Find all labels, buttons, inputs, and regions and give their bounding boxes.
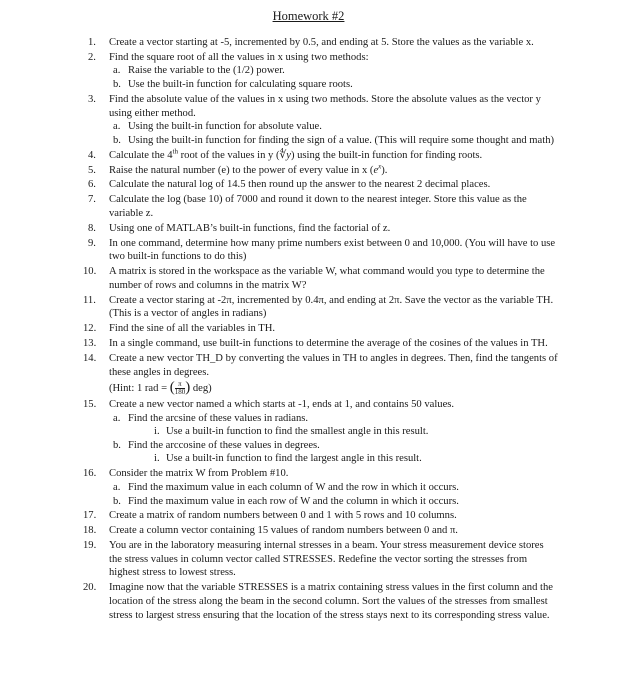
sub-text: Using the built-in function for absolute value.	[128, 121, 322, 133]
sub-label: b.	[113, 439, 121, 451]
sub-text: Use the built-in function for calculating square roots.	[128, 79, 353, 91]
sub-item	[113, 78, 558, 92]
sub-label: a.	[113, 121, 121, 133]
sub-item	[113, 481, 558, 495]
item-text: You are in the laboratory measuring internal stresses in a beam. Your stress measurement device stores the stress values in column vector called STRESSES. Redefine the vector sorting the stresses from highest stress to lowest stress.	[109, 540, 544, 579]
sub-item	[113, 495, 558, 509]
superscript: th	[172, 147, 178, 156]
sub-label: i.	[154, 453, 160, 465]
sub-label: b.	[113, 79, 121, 91]
sub-item	[113, 120, 558, 134]
sub-text: Using the built-in function for finding the sign of a value. (This will require some thought and math)	[128, 134, 555, 146]
text-part: Raise the natural number (e) to the power of every value in x (	[109, 164, 374, 176]
item-text: Create a new vector TH_D by converting the values in TH to angles in degrees. Then, find the tangents of these angles in degrees.	[109, 352, 558, 378]
list-item	[83, 322, 558, 336]
item-number: 9.	[88, 237, 96, 249]
fourth-root-symbol: ∜y	[279, 149, 291, 161]
fraction-numerator: π	[178, 380, 182, 389]
sub-item	[113, 64, 558, 78]
item-text: Consider the matrix W from Problem #10.	[109, 468, 289, 480]
sub-item	[113, 412, 558, 426]
fraction-denominator: 180	[174, 388, 186, 397]
item-number: 3.	[88, 93, 96, 105]
item-text: A matrix is stored in the workspace as the variable W, what command would you type to determine the number of rows and columns in the matrix W?	[109, 266, 545, 291]
fraction	[175, 381, 186, 396]
item-text	[109, 164, 558, 178]
text-part: ) using the built-in function for finding roots.	[290, 149, 483, 161]
list-item	[90, 149, 558, 163]
list-item	[83, 294, 558, 321]
list-item	[83, 524, 558, 538]
item-text: Calculate the log (base 10) of 7000 and round it down to the nearest integer. Store this value as the variable z.	[109, 194, 527, 219]
text-part: root of the values in y (	[178, 149, 280, 161]
item-text: In a single command, use built-in functions to determine the average of the cosines of the values in TH.	[109, 338, 548, 350]
item-number: 5.	[88, 164, 96, 176]
sub-label: b.	[113, 495, 121, 507]
item-number: 14.	[83, 352, 97, 364]
item-text: Calculate the natural log of 14.5 then round up the answer to the nearest 2 decimal places.	[109, 179, 491, 191]
item-number: 7.	[88, 194, 96, 206]
list-item	[83, 581, 558, 622]
item-number: 13.	[83, 338, 97, 350]
sub-item	[113, 439, 558, 453]
sub-sub-item	[154, 425, 558, 439]
sub-label: a.	[113, 481, 121, 493]
item-number: 19.	[83, 540, 97, 552]
sub-text: Find the maximum value in each row of W and the column in which it occurs.	[128, 495, 459, 507]
list-item	[90, 93, 558, 147]
item-text: Create a vector starting at -5, incremented by 0.5, and ending at 5. Store the values as the variable x.	[109, 37, 534, 48]
problem-list	[83, 36, 558, 623]
item-text: Create a column vector containing 15 values of random numbers between 0 and π.	[109, 525, 458, 537]
item-text: Using one of MATLAB’s built-in functions, find the factorial of z.	[109, 222, 391, 234]
item-number: 15.	[83, 399, 97, 411]
sub-sub-item	[154, 452, 558, 466]
item-number: 6.	[88, 179, 96, 191]
sub-label: a.	[113, 65, 121, 77]
list-item	[90, 164, 558, 178]
paren-open: (	[169, 379, 175, 396]
list-item	[90, 178, 558, 192]
page-title: Homework #2	[272, 9, 345, 23]
item-number: 10.	[83, 266, 97, 278]
item-number: 12.	[83, 323, 97, 335]
sub-text: Use a built-in function to find the smallest angle in this result.	[166, 426, 429, 438]
item-text: Create a matrix of random numbers between 0 and 1 with 5 rows and 10 columns.	[109, 510, 457, 522]
list-item	[83, 337, 558, 351]
sub-label: i.	[154, 426, 160, 438]
list-item	[90, 193, 558, 220]
sub-label: a.	[113, 412, 121, 424]
hint-formula	[109, 381, 558, 396]
sub-text: Use a built-in function to find the largest angle in this result.	[166, 453, 422, 465]
superscript: x	[378, 162, 382, 170]
item-text	[109, 149, 558, 163]
sub-text: Find the maximum value in each column of W and the row in which it occurs.	[128, 481, 459, 493]
list-item	[83, 539, 558, 580]
item-text: Create a vector staring at -2π, incremented by 0.4π, and ending at 2π. Save the vector as the variable TH. (This is a vector of angles in radians)	[109, 294, 554, 320]
list-item	[90, 237, 558, 264]
item-text: In one command, determine how many prime numbers exist between 0 and 10,000. (You will have to use two built-in functions to do this)	[109, 237, 556, 263]
item-number: 18.	[83, 525, 97, 537]
list-item	[83, 352, 558, 397]
item-text: Find the sine of all the variables in TH.	[109, 323, 276, 335]
list-item	[83, 265, 558, 292]
item-text: Create a new vector named a which starts at -1, ends at 1, and contains 50 values.	[109, 399, 455, 411]
list-item	[83, 467, 558, 508]
list-item	[83, 509, 558, 523]
e-symbol: e	[373, 164, 379, 176]
sub-text: Raise the variable to the (1/2) power.	[128, 65, 285, 77]
hint-text: deg)	[190, 383, 212, 395]
text-part: ).	[381, 164, 388, 176]
list-item	[90, 222, 558, 236]
item-text: Imagine now that the variable STRESSES is a matrix containing stress values in the first column and the location of the stress along the beam in the second column. Sort the values of the stresses from smallest stress to largest stress ensuring that the location of the stress stays next to its corresponding stress value.	[109, 582, 553, 621]
sub-text: Find the arcsine of these values in radians.	[128, 412, 309, 424]
item-number: 4.	[88, 149, 96, 161]
item-number: 8.	[88, 222, 96, 234]
list-item	[83, 398, 558, 466]
sub-text: Find the arccosine of these values in degrees.	[128, 439, 320, 451]
item-number: 11.	[83, 294, 96, 306]
item-number: 2.	[88, 51, 96, 63]
item-text: Find the absolute value of the values in x using two methods. Store the absolute values as the vector y using either method.	[109, 93, 541, 119]
item-number: 1.	[88, 37, 96, 48]
list-item	[90, 36, 558, 50]
item-number: 17.	[83, 510, 97, 522]
list-item	[90, 51, 558, 92]
sub-item	[113, 134, 558, 148]
item-text: Find the square root of all the values in x using two methods:	[109, 51, 369, 63]
item-number: 20.	[83, 582, 97, 594]
item-number: 16.	[83, 468, 97, 480]
paren-close: )	[185, 379, 191, 396]
sub-label: b.	[113, 134, 121, 146]
text-part: Calculate the 4	[109, 149, 173, 161]
hint-text: (Hint: 1 rad =	[109, 383, 170, 395]
